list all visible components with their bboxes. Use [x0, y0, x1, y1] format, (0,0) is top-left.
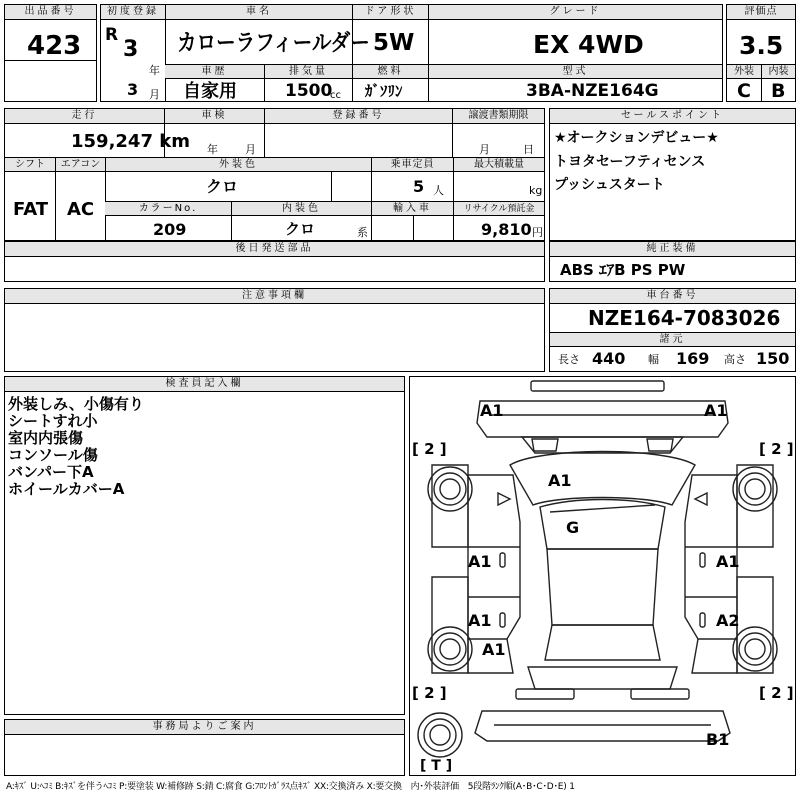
grade: EX 4WD: [533, 30, 644, 59]
color-no-header: カラーNo.: [105, 201, 231, 216]
exterior-header: 外装: [727, 64, 761, 79]
mark-bonnet: A1: [548, 471, 572, 490]
inspector-note-6: ホイールカバーA: [8, 480, 125, 498]
score-header: 評価点: [727, 5, 795, 20]
mark-right-front-door: A1: [716, 552, 740, 571]
displacement: 1500: [285, 81, 333, 101]
legend: A:ｷｽﾞ U:ﾍｺﾐ B:ｷｽﾞを伴うﾍｺﾐ P:要塗装 W:補修跡 S:錆 C:腐食 G:ﾌﾛﾝﾄｶﾞﾗｽ点ｷｽﾞ XX:交換済み X:要交換 内･外装評価 5段階ﾗﾝｸ順(A･B･C･D･E) 1: [6, 782, 575, 792]
office-box: [4, 719, 405, 776]
inspector-note-3: 室内内張傷: [8, 429, 84, 447]
shift-header: シフト: [5, 157, 55, 172]
aircon-type: AC: [67, 199, 95, 220]
reg-no-header: 登録番号: [264, 109, 452, 124]
inspector-header: 検査員記入欄: [5, 377, 404, 392]
aircon-header: エアコン: [55, 157, 105, 172]
capacity-header: 乗車定員: [371, 157, 453, 172]
sales-point-header: セールスポイント: [550, 109, 795, 124]
chassis-header: 車台番号: [550, 289, 795, 304]
mark-roof: G: [566, 518, 580, 537]
fuel-type: ｶﾞｿﾘﾝ: [365, 82, 403, 100]
width-value: 169: [676, 349, 710, 368]
interior-score: B: [771, 80, 786, 102]
overall-score: 3.5: [739, 31, 784, 60]
office-header: 事務局よりご案内: [5, 720, 404, 735]
ext-color-header: 外装色: [105, 157, 371, 172]
sales-point-2: トヨタセーフティセンス: [554, 154, 706, 170]
era-mark: R: [105, 25, 119, 45]
import-header: 輸入車: [371, 201, 453, 216]
inspector-note-1: 外装しみ、小傷有り: [8, 395, 144, 413]
later-parts-header: 後日発送部品: [5, 242, 544, 257]
transfer-day-unit: 日: [523, 143, 534, 156]
mark-rear: B1: [706, 730, 730, 749]
capacity: 5: [413, 177, 425, 196]
chassis-number: NZE164-7083026: [588, 306, 781, 330]
first-reg-header: 初度登録: [101, 5, 165, 20]
car-name-header: 車名: [165, 5, 352, 20]
tire-fr-tread: [ 2 ]: [759, 440, 794, 458]
inspection-month-unit: 月: [245, 143, 256, 156]
mark-left-rear-door: A1: [468, 611, 492, 630]
transfer-month-unit: 月: [479, 143, 490, 156]
length-label: 長さ: [558, 353, 580, 366]
model-header: 型式: [428, 64, 722, 79]
dimensions-header: 諸元: [550, 332, 795, 347]
notes-header: 注意事項欄: [5, 289, 544, 304]
inspection-year-unit: 年: [207, 143, 218, 156]
grade-header: グレード: [428, 5, 722, 20]
exterior-score: C: [737, 80, 751, 102]
genuine-equip-box: [549, 241, 796, 282]
height-value: 150: [756, 349, 790, 368]
width-label: 幅: [648, 353, 659, 366]
sales-point-box: [549, 108, 796, 241]
car-name: カローラフィールダー: [177, 30, 370, 56]
genuine-equipment: ABS ｴｱB PS PW: [560, 261, 686, 279]
int-color-unit: 系: [357, 226, 368, 239]
lot-number-header: 出品番号: [5, 5, 96, 20]
month-unit: 月: [149, 88, 160, 101]
model-code: 3BA-NZE164G: [526, 81, 659, 101]
max-load-unit: kg: [529, 184, 543, 197]
capacity-unit: 人: [433, 184, 444, 197]
notes-box: [4, 288, 545, 372]
mileage-header: 走行: [5, 109, 164, 124]
car-diagram: [410, 377, 795, 775]
height-label: 高さ: [724, 353, 746, 366]
recycle-header: リサイクル預託金: [453, 201, 544, 216]
color-number: 209: [153, 220, 187, 239]
inspector-note-5: バンパー下A: [8, 463, 94, 481]
mark-front-right: A1: [704, 401, 728, 420]
tire-rl-tread: [ 2 ]: [412, 684, 447, 702]
interior-color: クロ: [285, 220, 316, 238]
recycle-fee: 9,810: [481, 220, 532, 239]
first-reg-year: 3: [123, 37, 139, 62]
fuel-header: 燃料: [352, 64, 428, 79]
sales-point-1: ★オークションデビュー★: [554, 130, 719, 146]
displacement-unit: cc: [330, 90, 341, 101]
year-unit: 年: [149, 64, 160, 77]
genuine-equip-header: 純正装備: [550, 242, 795, 257]
displacement-header: 排気量: [264, 64, 352, 79]
vehicle-history: 自家用: [183, 81, 237, 102]
details-box: [4, 108, 545, 241]
first-reg-month: 3: [127, 80, 139, 99]
score-box: [726, 4, 796, 102]
lot-number: 423: [27, 31, 82, 61]
door-header: ドア形状: [352, 5, 428, 20]
interior-header: 内装: [761, 64, 795, 79]
max-load-header: 最大積載量: [453, 157, 544, 172]
chassis-box: [549, 288, 796, 372]
recycle-unit: 円: [532, 226, 543, 239]
sales-point-3: プッシュスタート: [554, 177, 665, 193]
mark-right-rear-door: A2: [716, 611, 740, 630]
tire-rr-tread: [ 2 ]: [759, 684, 794, 702]
vehicle-info-box: [100, 4, 723, 102]
shift-type: FAT: [13, 199, 49, 220]
car-diagram-box: [409, 376, 796, 776]
int-color-header: 内装色: [231, 201, 371, 216]
inspector-note-4: コンソール傷: [8, 446, 98, 464]
mark-front-left: A1: [480, 401, 504, 420]
inspector-note-2: シートすれ小: [8, 412, 98, 430]
transfer-deadline-header: 譲渡書類期限: [452, 109, 544, 124]
inspection-header: 車検: [164, 109, 264, 124]
lot-number-box: [4, 4, 97, 102]
later-parts-box: [4, 241, 545, 282]
length-value: 440: [592, 349, 626, 368]
door-type: 5W: [373, 30, 415, 56]
inspector-box: [4, 376, 405, 715]
tire-fl-tread: [ 2 ]: [412, 440, 447, 458]
exterior-color: クロ: [206, 177, 239, 196]
mark-left-front-door: A1: [468, 552, 492, 571]
history-header: 車歴: [165, 64, 264, 79]
mileage: 159,247 km: [71, 131, 190, 152]
spare-tire-mark: [ T ]: [420, 758, 453, 774]
mark-left-rear-quarter: A1: [482, 640, 506, 659]
